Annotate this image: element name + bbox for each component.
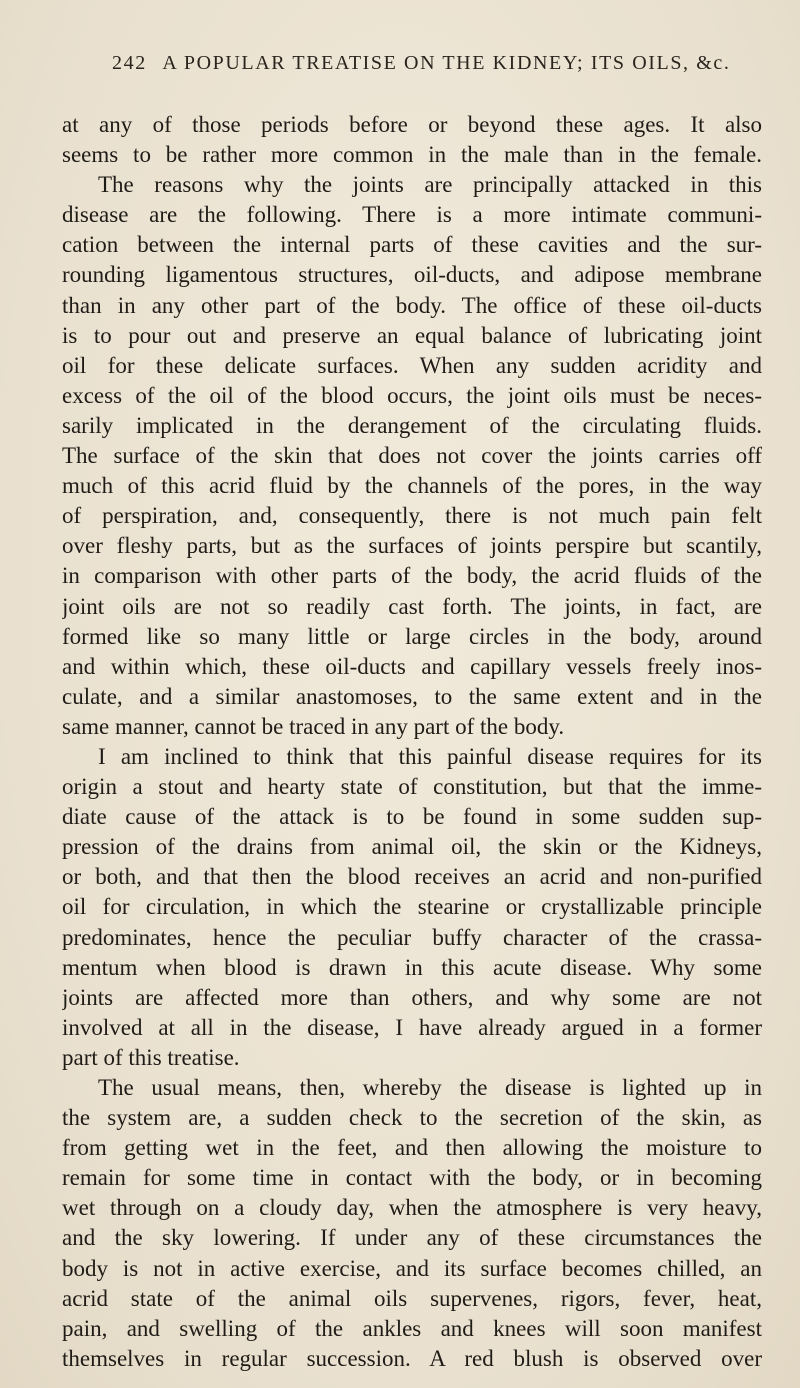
text-line: much of this acrid fluid by the channels of the pores, in the way [62,473,762,499]
text-line: wet through on a cloudy day, when the atmosphere is very heavy, [62,1195,762,1221]
text-line: diate cause of the attack is to be found in some sudden sup- [62,804,762,830]
text-line: I am inclined to think that this painful disease requires for its [98,743,762,769]
text-line: rounding ligamentous structures, oil-ducts, and adipose membrane [62,262,762,288]
text-line: same manner, cannot be traced in any part of the body. [62,713,565,739]
text-line: at any of those periods before or beyond these ages. It also [62,112,762,137]
text-line: pression of the drains from animal oil, the skin or the Kidneys, [62,834,762,860]
text-line: themselves in regular succession. A red blush is observed over [62,1345,762,1371]
text-line: and within which, these oil-ducts and capillary vessels freely inos- [62,653,762,679]
text-line: than in any other part of the body. The office of these oil-ducts [62,292,762,318]
text-line: the system are, a sudden check to the secretion of the skin, as [62,1105,762,1131]
text-line: over fleshy parts, but as the surfaces of joints perspire but scantily, [62,533,762,559]
text-line: part of this treatise. [62,1044,240,1070]
text-line: is to pour out and preserve an equal balance of lubricating joint [62,322,762,348]
text-line: involved at all in the disease, I have already argued in a former [62,1014,762,1040]
text-line: body is not in active exercise, and its surface becomes chilled, an [62,1255,762,1281]
text-line: cation between the internal parts of these cavities and the sur- [62,232,762,258]
text-line: and the sky lowering. If under any of these circumstances the [62,1225,762,1251]
text-line: culate, and a similar anastomoses, to the same extent and in the [62,683,762,709]
text-line: The surface of the skin that does not cover the joints carries off [62,443,762,469]
text-line: from getting wet in the feet, and then allowing the moisture to [62,1135,762,1161]
text-line: predominates, hence the peculiar buffy character of the crassa- [62,924,762,950]
text-line: formed like so many little or large circles in the body, around [62,623,762,649]
text-line: acrid state of the animal oils supervenes, rigors, fever, heat, [62,1285,762,1311]
text-line: The reasons why the joints are principally attacked in this [98,172,762,198]
text-line: excess of the oil of the blood occurs, the joint oils must be neces- [62,382,762,408]
running-title: A POPULAR TREATISE ON THE KIDNEY; ITS OILS, &c. [162,52,731,74]
text-line: in comparison with other parts of the body, the acrid fluids of the [62,563,762,589]
text-line: origin a stout and hearty state of constitution, but that the imme- [62,774,762,800]
text-line: remain for some time in contact with the body, or in becoming [62,1165,762,1191]
page-number: 242 [112,52,147,74]
text-line: or both, and that then the blood receives an acrid and non-purified [62,864,762,890]
text-line: joint oils are not so readily cast forth. The joints, in fact, are [62,593,762,619]
text-line: oil for circulation, in which the stearine or crystallizable principle [62,894,762,920]
text-line: joints are affected more than others, and why some are not [62,984,762,1010]
text-line: disease are the following. There is a more intimate communi- [62,202,762,228]
text-line: of perspiration, and, consequently, there is not much pain felt [62,503,762,529]
body-text [62,110,762,1374]
text-line: The usual means, then, whereby the disease is lighted up in [98,1075,762,1100]
running-head [112,52,772,75]
text-line: mentum when blood is drawn in this acute disease. Why some [62,954,762,980]
text-line: oil for these delicate surfaces. When any sudden acridity and [62,352,762,378]
text-line: sarily implicated in the derangement of the circulating fluids. [62,412,762,438]
text-line: seems to be rather more common in the male than in the female. [62,142,762,168]
text-line: pain, and swelling of the ankles and knees will soon manifest [62,1315,762,1341]
